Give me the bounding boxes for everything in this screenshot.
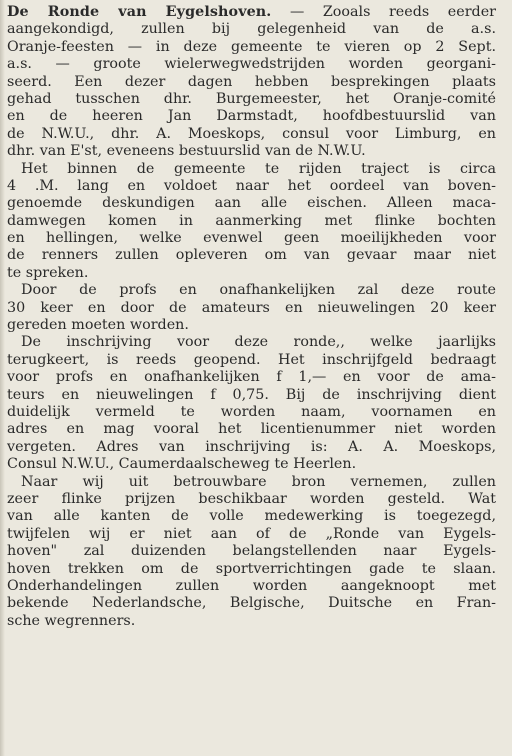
article-line: bekende Nederlandsche, Belgische, Duitsche en Fran- — [7, 595, 496, 612]
article-line: gereden moeten worden. — [7, 317, 189, 334]
article-line: aangekondigd, zullen bij gelegenheid van de a.s. — [7, 21, 496, 38]
article-line: gehad tusschen dhr. Burgemeester, het Oranje-comité — [7, 90, 496, 107]
article-line: duidelijk vermeld te worden naam, voornamen en — [7, 403, 496, 420]
article-line: genoemde deskundigen aan alle eischen. Alleen maca- — [7, 195, 496, 212]
article-line: sche wegrenners. — [7, 612, 136, 629]
article-line: de N.W.U., dhr. A. Moeskops, consul voor Limburg, en — [7, 125, 496, 142]
article-line: en de heeren Jan Darmstadt, hoofdbestuurslid van — [7, 108, 496, 125]
article-line: Oranje-feesten — in deze gemeente te vieren op 2 Sept. — [7, 38, 496, 55]
article-paragraph-2 — [7, 161, 496, 283]
paper-edge — [0, 0, 5, 756]
article-headline: De Ronde van Eygelshoven. — [7, 4, 272, 20]
article-line: Consul N.W.U., Caumerdaalscheweg te Heerlen. — [7, 456, 357, 473]
article-line: adres en mag vooral het licentienummer niet worden — [7, 421, 496, 438]
article-line: seerd. Een dezer dagen hebben besprekingen plaats — [7, 73, 496, 90]
article-paragraph-4 — [7, 334, 496, 473]
article-line: vergeten. Adres van inschrijving is: A. A. Moeskops, — [7, 438, 496, 455]
article-line: 30 keer en door de amateurs en nieuwelingen 20 keer — [7, 299, 496, 316]
article-line: damwegen komen in aanmerking met flinke bochten — [7, 212, 496, 229]
article-line: dhr. van E'st, eveneens bestuurslid van de N.W.U. — [7, 143, 366, 160]
article-line: Naar wij uit betrouwbare bron vernemen, zullen — [21, 473, 496, 490]
article-line: hoven" zal duizenden belangstellenden naar Eygels- — [7, 543, 496, 560]
article-line: twijfelen wij er niet aan of de „Ronde van Eygels- — [7, 525, 496, 542]
article-line: de renners zullen opleveren om van gevaar maar niet — [7, 247, 496, 264]
article-line: en hellingen, welke evenwel geen moeilijkheden voor — [7, 230, 496, 247]
article-paragraph-5 — [7, 474, 496, 631]
article-line — [7, 4, 496, 21]
article-line: teurs en nieuwelingen f 0,75. Bij de inschrijving dient — [7, 386, 496, 403]
article-line: voor profs en onafhankelijken f 1,— en voor de ama- — [7, 369, 496, 386]
article-line: Onderhandelingen zullen worden aangeknoopt met — [7, 577, 496, 594]
article-paragraph-1 — [7, 4, 496, 161]
article-line-text: — Zooals reeds eerder — [271, 4, 496, 20]
article-line: De inschrijving voor deze ronde,, welke jaarlijks — [21, 334, 496, 351]
article-line: 4 .M. lang en voldoet naar het oordeel van boven- — [7, 177, 496, 194]
article-line: Het binnen de gemeente te rijden traject is circa — [21, 160, 496, 177]
article-line: van alle kanten de volle medewerking is toegezegd, — [7, 508, 496, 525]
article-line: Door de profs en onafhankelijken zal deze route — [21, 282, 496, 299]
article-line: hoven trekken om de sportverrichtingen gade te slaan. — [7, 560, 496, 577]
article-line: a.s. — groote wielerwegwedstrijden worden georgani- — [7, 56, 496, 73]
article-line: terugkeert, is reeds geopend. Het inschrijfgeld bedraagt — [7, 351, 496, 368]
article-line: zeer flinke prijzen beschikbaar worden gesteld. Wat — [7, 490, 496, 507]
article-paragraph-3 — [7, 282, 496, 334]
article-line: te spreken. — [7, 264, 89, 281]
